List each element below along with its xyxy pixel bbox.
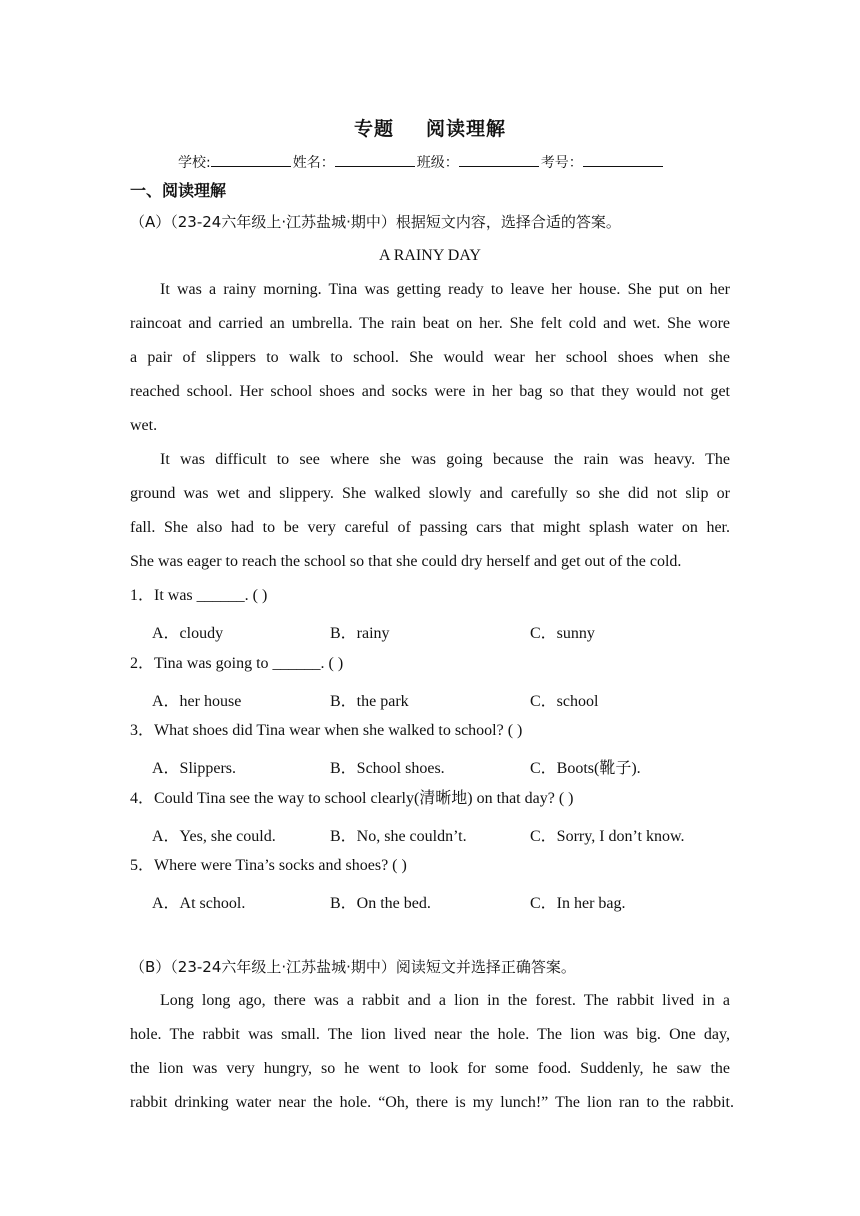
paragraph-line: Long long ago, there was a rabbit and a lion in the forest. The rabbit lived in a (160, 992, 730, 1009)
class-label: 班级： (416, 155, 459, 171)
student-info-line (178, 152, 665, 172)
q3-option-c[interactable]: C．Boots(靴子). (530, 760, 641, 777)
paragraph-line: She was eager to reach the school so that she could dry herself and get out of the cold. (130, 553, 682, 570)
title-right: 阅读理解 (426, 118, 507, 140)
section-heading: 一、阅读理解 (130, 181, 227, 200)
q2-option-c[interactable]: C．school (530, 693, 599, 710)
part-a-heading: （A）（23-24六年级上·江苏盐城·期中）根据短文内容，选择合适的答案。 (130, 213, 621, 231)
part-b-heading: （B）（23-24六年级上·江苏盐城·期中）阅读短文并选择正确答案。 (130, 958, 576, 976)
school-label: 学校: (178, 155, 211, 171)
q1-option-b[interactable]: B．rainy (330, 625, 390, 642)
q4-option-b[interactable]: B．No, she couldn’t. (330, 828, 467, 845)
paragraph-line: raincoat and carried an umbrella. The rain beat on her. She felt cold and wet. She wore (130, 315, 730, 332)
class-blank[interactable] (459, 154, 539, 167)
paragraph-line: the lion was very hungry, so he went to look for some food. Suddenly, he saw the (130, 1060, 730, 1077)
question-5: 5．Where were Tina’s socks and shoes? ( ) (130, 857, 407, 874)
question-3: 3．What shoes did Tina wear when she walked to school? ( ) (130, 722, 523, 739)
q2-option-b[interactable]: B．the park (330, 693, 409, 710)
paragraph-line: It was a rainy morning. Tina was getting ready to leave her house. She put on her (160, 281, 730, 298)
story-title: A RAINY DAY (379, 247, 481, 264)
school-blank[interactable] (211, 154, 291, 167)
page-title (0, 114, 860, 141)
paragraph-line: fall. She also had to be very careful of passing cars that might splash water on her. (130, 519, 730, 536)
q3-option-b[interactable]: B．School shoes. (330, 760, 445, 777)
paragraph-line: It was difficult to see where she was going because the rain was heavy. The (160, 451, 730, 468)
paragraph-line: rabbit drinking water near the hole. “Oh, there is my lunch!” The lion ran to the rabbit. (130, 1094, 734, 1111)
q2-option-a[interactable]: A．her house (152, 693, 242, 710)
paragraph-line: hole. The rabbit was small. The lion lived near the hole. The lion was big. One day, (130, 1026, 730, 1043)
question-2: 2．Tina was going to ______. ( ) (130, 655, 344, 672)
title-left: 专题 (353, 118, 394, 140)
number-label: 考号： (540, 155, 583, 171)
q3-option-a[interactable]: A．Slippers. (152, 760, 237, 777)
q1-option-c[interactable]: C．sunny (530, 625, 595, 642)
q5-option-b[interactable]: B．On the bed. (330, 895, 431, 912)
q5-option-c[interactable]: C．In her bag. (530, 895, 626, 912)
number-blank[interactable] (583, 154, 663, 167)
paragraph-line: ground was wet and slippery. She walked slowly and carefully so she did not slip or (130, 485, 730, 502)
name-blank[interactable] (335, 154, 415, 167)
name-label: 姓名： (292, 155, 335, 171)
q4-option-a[interactable]: A．Yes, she could. (152, 828, 276, 845)
question-1: 1．It was ______. ( ) (130, 587, 268, 604)
paragraph-line: reached school. Her school shoes and socks were in her bag so that they would not get (130, 383, 730, 400)
q4-option-c[interactable]: C．Sorry, I don’t know. (530, 828, 685, 845)
q5-option-a[interactable]: A．At school. (152, 895, 246, 912)
paragraph-line: a pair of slippers to walk to school. She would wear her school shoes when she (130, 349, 730, 366)
q1-option-a[interactable]: A．cloudy (152, 625, 224, 642)
question-4: 4．Could Tina see the way to school clearly(清晰地) on that day? ( ) (130, 790, 574, 807)
paragraph-line: wet. (130, 417, 158, 434)
